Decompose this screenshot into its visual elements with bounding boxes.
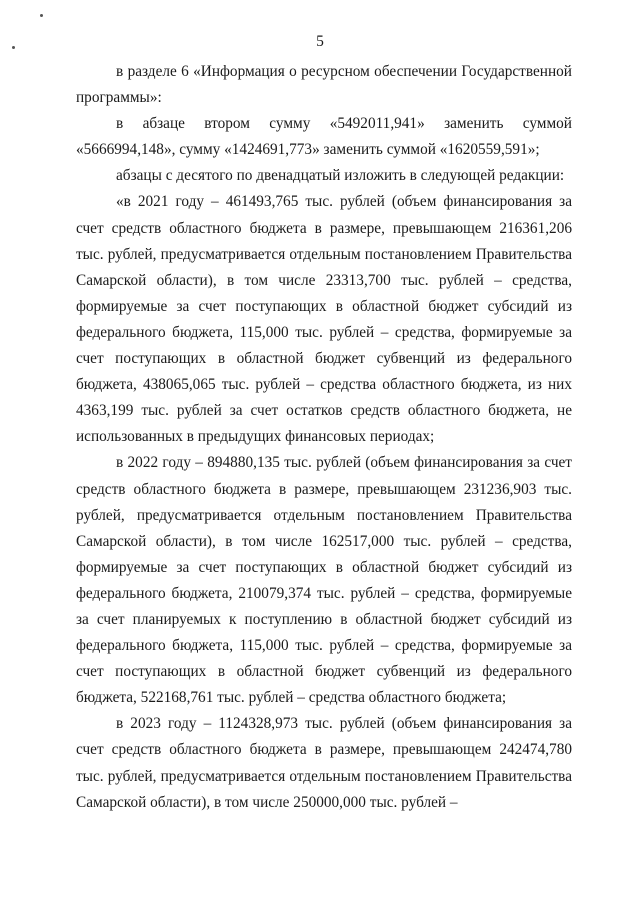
scan-speck (40, 14, 43, 17)
paragraph-amount-replacement: в абзаце втором сумму «5492011,941» заменить суммой «5666994,148», сумму «1424691,773» заменить суммой «1620559,591»; (76, 115, 572, 159)
document-body (76, 59, 572, 816)
scan-speck (12, 46, 15, 49)
paragraph-2022-funding: в 2022 году – 894880,135 тыс. рублей (объем финансирования за счет средств областного бюджета в размере, превышающем 231236,903 тыс. рублей, предусматривается отдельным постановлением Правительства Самарской области), в том числе 162517,000 тыс. рублей – средства, формируемые за счет поступающих в областной бюджет субсидий из федерального бюджета, 210079,374 тыс. рублей – средства, формируемые за счет планируемых к поступлению в областной бюджет субсидий из федерального бюджета, 115,000 тыс. рублей – средства, формируемые за счет поступающих в областной бюджет субвенций из федерального бюджета, 522168,761 тыс. рублей – средства областного бюджета; (76, 454, 572, 707)
paragraph-2021-funding: «в 2021 году – 461493,765 тыс. рублей (объем финансирования за счет средств областного бюджета в размере, превышающем 216361,206 тыс. рублей, предусматривается отдельным постановлением Правительства Самарской области), в том числе 23313,700 тыс. рублей – средства, формируемые за счет поступающих в областной бюджет субсидий из федерального бюджета, 115,000 тыс. рублей – средства, формируемые за счет поступающих в областной бюджет субвенций из федерального бюджета, 438065,065 тыс. рублей – средства областного бюджета, из них 4363,199 тыс. рублей за счет остатков средств областного бюджета, не использованных в предыдущих финансовых периодах; (76, 193, 572, 446)
paragraph-edit-instruction: абзацы с десятого по двенадцатый изложить в следующей редакции: (116, 167, 565, 185)
paragraph-2023-funding: в 2023 году – 1124328,973 тыс. рублей (объем финансирования за счет средств областного бюджета в размере, превышающем 242474,780 тыс. рублей, предусматривается отдельным постановлением Правительства Самарской области), в том числе 250000,000 тыс. рублей – (76, 715, 572, 811)
paragraph-section-intro: в разделе 6 «Информация о ресурсном обеспечении Государственной программы»: (76, 63, 572, 107)
page-number: 5 (316, 33, 324, 50)
